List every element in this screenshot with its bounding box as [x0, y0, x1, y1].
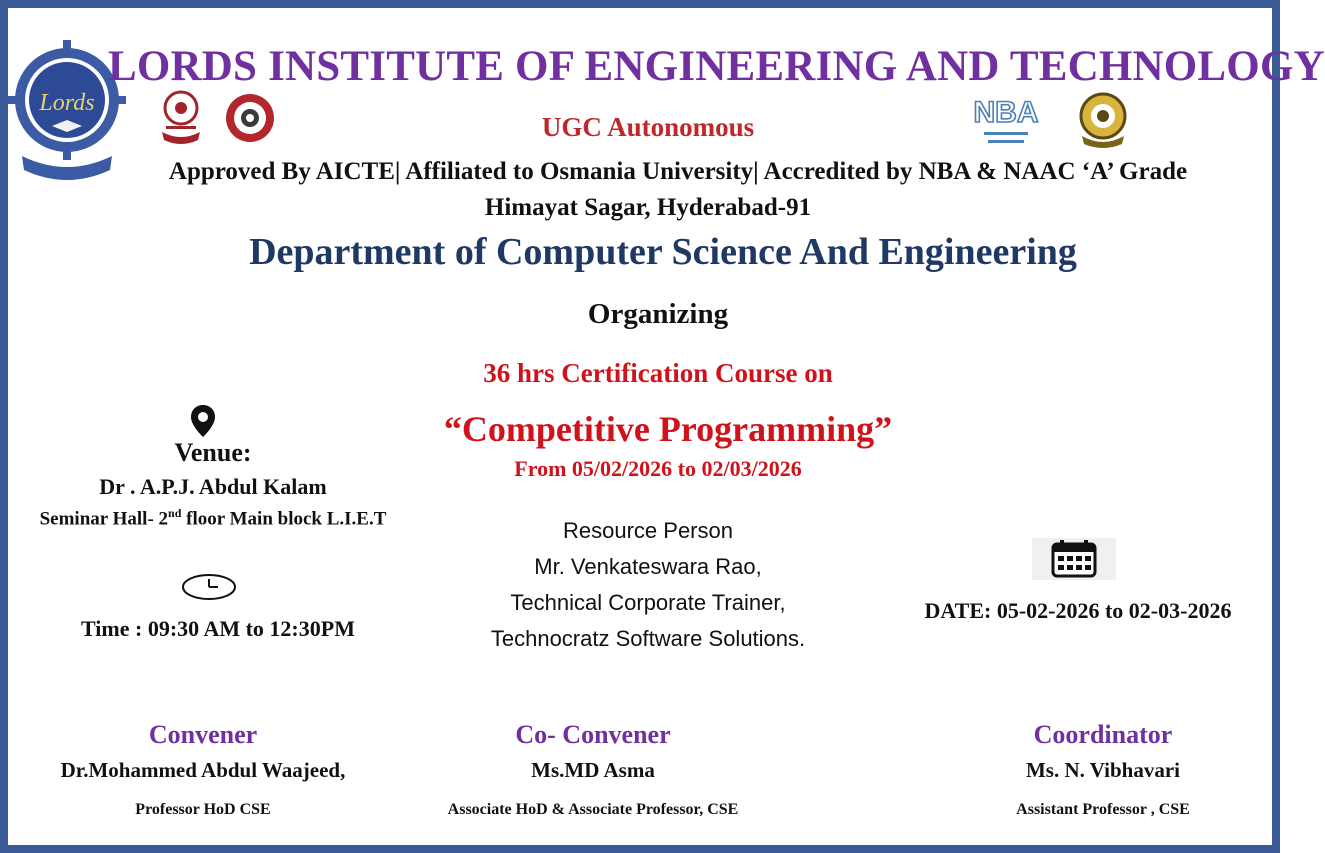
calendar-icon — [1032, 538, 1116, 580]
department-name: Department of Computer Science And Engineering — [249, 231, 1077, 273]
resource-person-label: Resource Person — [563, 518, 733, 543]
naac-seal-icon — [224, 88, 276, 150]
convener-name: Dr.Mohammed Abdul Waajeed, — [60, 758, 346, 782]
location-pin-icon — [190, 404, 216, 438]
venue-location: Seminar Hall- 2nd floor Main block L.I.E.T — [39, 506, 387, 530]
address: Himayat Sagar, Hyderabad-91 — [484, 194, 812, 221]
coordinator-designation: Assistant Professor , CSE — [1016, 801, 1190, 818]
co-convener-role: Co- Convener — [515, 720, 671, 749]
co-convener-designation: Associate HoD & Associate Professor, CSE — [447, 801, 739, 818]
venue-block — [18, 438, 408, 530]
emblem-icon — [158, 88, 204, 150]
approval-line: Approved By AICTE| Affiliated to Osmania University| Accredited by NBA & NAAC ‘A’ Grade — [168, 158, 1188, 185]
convener-block — [28, 720, 378, 819]
convener-role: Convener — [148, 720, 258, 749]
resource-person-company: Technocratz Software Solutions. — [490, 626, 806, 651]
co-convener-block — [408, 720, 778, 819]
event-date: DATE: 05-02-2026 to 02-03-2026 — [924, 598, 1232, 623]
nba-logo-icon — [973, 86, 1039, 152]
osmania-university-seal-icon — [1076, 86, 1130, 152]
course-dates: From 05/02/2026 to 02/03/2026 — [514, 456, 802, 481]
resource-person-title: Technical Corporate Trainer, — [510, 590, 786, 615]
institute-name: LORDS INSTITUTE OF ENGINEERING AND TECHNOLOGY — [108, 43, 1325, 90]
lords-institute-logo-icon — [12, 38, 122, 193]
co-convener-name: Ms.MD Asma — [531, 758, 655, 782]
course-intro: 36 hrs Certification Course on — [483, 358, 833, 388]
organizing-label: Organizing — [587, 298, 729, 330]
resource-person-block — [448, 513, 848, 657]
svg-text:NBA: NBA — [973, 96, 1039, 129]
coordinator-block — [968, 720, 1238, 819]
svg-text:Lords: Lords — [39, 90, 95, 116]
ugc-status: UGC Autonomous — [541, 112, 755, 142]
coordinator-name: Ms. N. Vibhavari — [1025, 758, 1180, 782]
clock-icon — [180, 572, 238, 602]
resource-person-name: Mr. Venkateswara Rao, — [534, 554, 762, 579]
course-name: “Competitive Programming” — [443, 409, 893, 449]
venue-hall-name: Dr . A.P.J. Abdul Kalam — [99, 474, 327, 499]
coordinator-role: Coordinator — [1033, 720, 1173, 749]
event-time: Time : 09:30 AM to 12:30PM — [81, 616, 355, 641]
venue-label: Venue: — [174, 438, 252, 467]
convener-designation: Professor HoD CSE — [135, 801, 271, 818]
